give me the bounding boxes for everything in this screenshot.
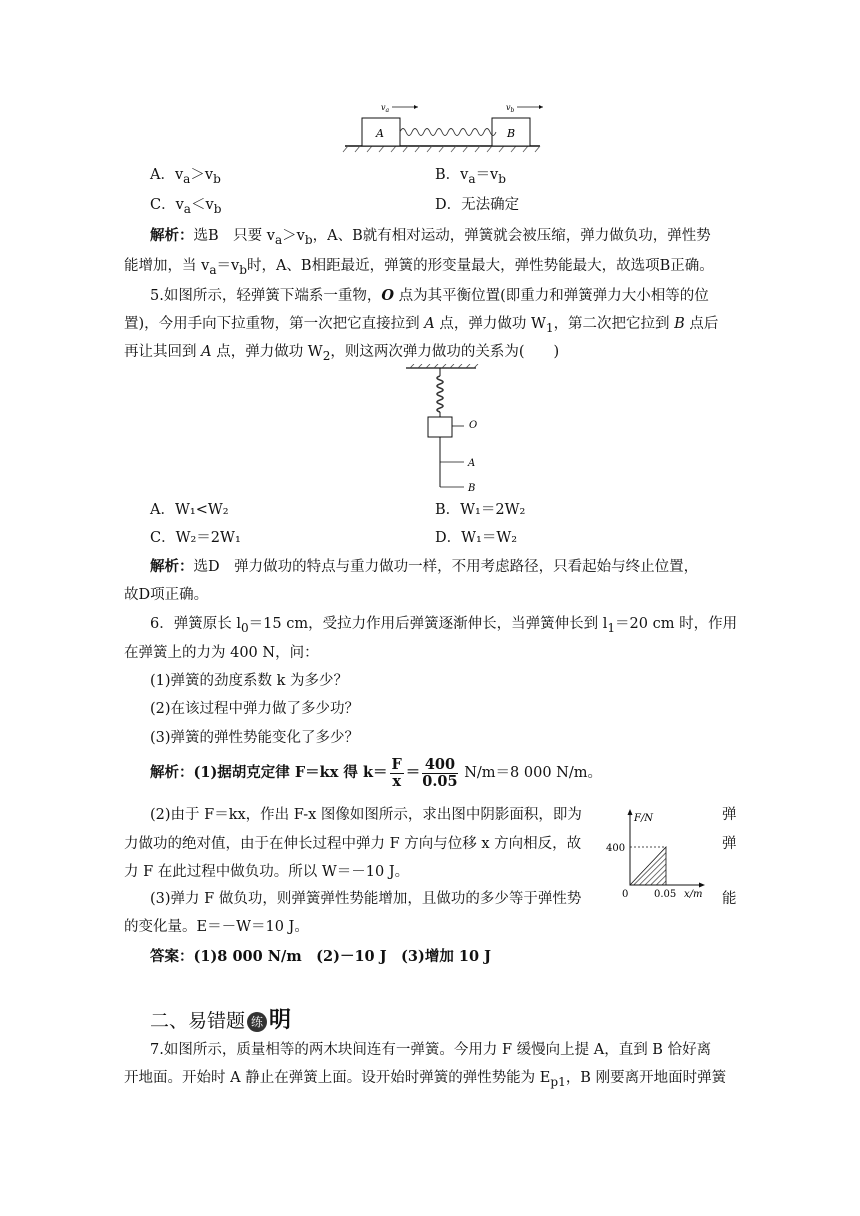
overflow-char-2: 弹	[722, 836, 737, 852]
q6-sub-question-1: (1)弹簧的劲度系数 k 为多少？	[150, 673, 349, 689]
point-o-label: O	[469, 420, 478, 431]
overflow-char-1: 弹	[722, 807, 737, 823]
q7-stem-line-2: 开地面。开始时 A 静止在弹簧上面。设开始时弹簧的弹性势能为 $E_{p1}$，B 刚要离开地面时弹簧	[124, 1070, 727, 1089]
block-a-label: A	[376, 127, 384, 140]
q5-option-b: B．W₁＝2W₂	[435, 502, 526, 518]
q5-option-d: D．W₁＝W₂	[435, 530, 518, 546]
q4-analysis-line-2: 能增加，当 $v_a=v_b$时，A、B相距最近，弹簧的形变量最大，弹性势能最大，故选项B正确。	[124, 258, 714, 277]
q5-stem-line-1: 5.如图所示，轻弹簧下端系一重物，O 点为其平衡位置(即重力和弹簧弹力大小相等的位	[150, 287, 709, 304]
force-displacement-graph	[600, 805, 710, 900]
q7-stem-line-1: 7.如图所示，质量相等的两木块间连有一弹簧。今用力 F 缓慢向上提 A，直到 B 恰好离	[150, 1042, 712, 1058]
blocks-spring-figure	[340, 98, 545, 154]
practice-badge-icon: 练	[247, 1012, 267, 1032]
q6-sub-question-3: (3)弹簧的弹性势能变化了多少？	[150, 730, 360, 746]
graph-x-tick-005: 0.05	[654, 889, 677, 900]
q6-sub-question-2: (2)在该过程中弹力做了多少功？	[150, 701, 360, 717]
q6-solution-2-line-2: 力做功的绝对值，由于在伸长过程中弹力 F 方向与位移 x 方向相反，故	[124, 836, 582, 852]
svg-text:va	[381, 103, 390, 114]
q5-option-c: C．W₂＝2W₁	[150, 530, 241, 546]
point-b-label: B	[468, 483, 476, 494]
vb-sub: b	[510, 107, 515, 114]
graph-x-axis-label: x/m	[684, 889, 703, 900]
graph-y-axis-label: F/N	[634, 813, 654, 824]
q4-analysis-line-1: 解析：选B 只要 $v_a>v_b$，A、B就有相对运动，弹簧就会被压缩，弹力做负功，弹性势	[150, 227, 711, 247]
q6-stem-line-2: 在弹簧上的力为 400 N，问：	[124, 645, 319, 661]
q5-option-a: A．W₁<W₂	[150, 502, 229, 518]
q5-analysis-line-2: 故D项正确。	[124, 587, 209, 603]
overflow-char-3: 能	[722, 891, 737, 907]
q6-answer: 答案：(1)8 000 N/m (2)－10 J (3)增加 10 J	[150, 948, 491, 965]
q6-solution-1: 解析：(1)据胡克定律 F＝kx 得 k＝ $\frac{F}{x}$ ＝ $\frac{400}{0.05}$ N/m＝8 000 N/m。	[150, 755, 602, 790]
q5-analysis-line-1: 解析：选D 弹力做功的特点与重力做功一样，不用考虑路径，只看起始与终止位置，	[150, 558, 699, 575]
svg-text:vb	[506, 103, 515, 114]
vb-label: v	[506, 103, 511, 112]
q6-solution-3-line-1: (3)弹力 F 做负功，则弹簧弹性势能增加，且做功的多少等于弹性势	[150, 891, 582, 907]
point-a-label: A	[468, 458, 476, 469]
section-heading: 二、易错题 练 明	[150, 1008, 292, 1033]
q5-stem-line-2: 置)，今用手向下拉重物，第一次把它直接拉到 A 点，弹力做功 $W_1$，第二次把它拉到 B 点后	[124, 316, 719, 335]
q4-option-b: B．$v_a=v_b$	[435, 167, 506, 186]
q6-solution-2-line-3: 力 F 在此过程中做负功。所以 W＝－10 J。	[124, 864, 410, 880]
q4-option-d: D．无法确定	[435, 197, 520, 213]
graph-y-tick-400: 400	[606, 843, 626, 854]
q4-option-a: A．$v_a>v_b$	[150, 167, 221, 186]
q6-solution-2-line-1: (2)由于 F＝kx，作出 F-x 图像如图所示，求出图中阴影面积，即为	[150, 807, 582, 823]
q4-option-c: C．$v_a<v_b$	[150, 197, 222, 216]
va-label: v	[381, 103, 386, 112]
q6-solution-3-line-2: 的变化量。E＝－W＝10 J。	[124, 919, 309, 935]
q6-stem-line-1: 6．弹簧原长 $l_0=15$ cm，受拉力作用后弹簧逐渐伸长，当弹簧伸长到 $l_1=20$ cm 时，作用	[150, 616, 738, 635]
hanging-spring-figure	[400, 364, 490, 494]
q5-stem-line-3: 再让其回到 A 点，弹力做功 $W_2$，则这两次弹力做功的关系为( )	[124, 344, 560, 363]
va-sub: a	[385, 107, 390, 114]
graph-origin-label: 0	[622, 889, 629, 900]
block-b-label: B	[507, 127, 516, 140]
